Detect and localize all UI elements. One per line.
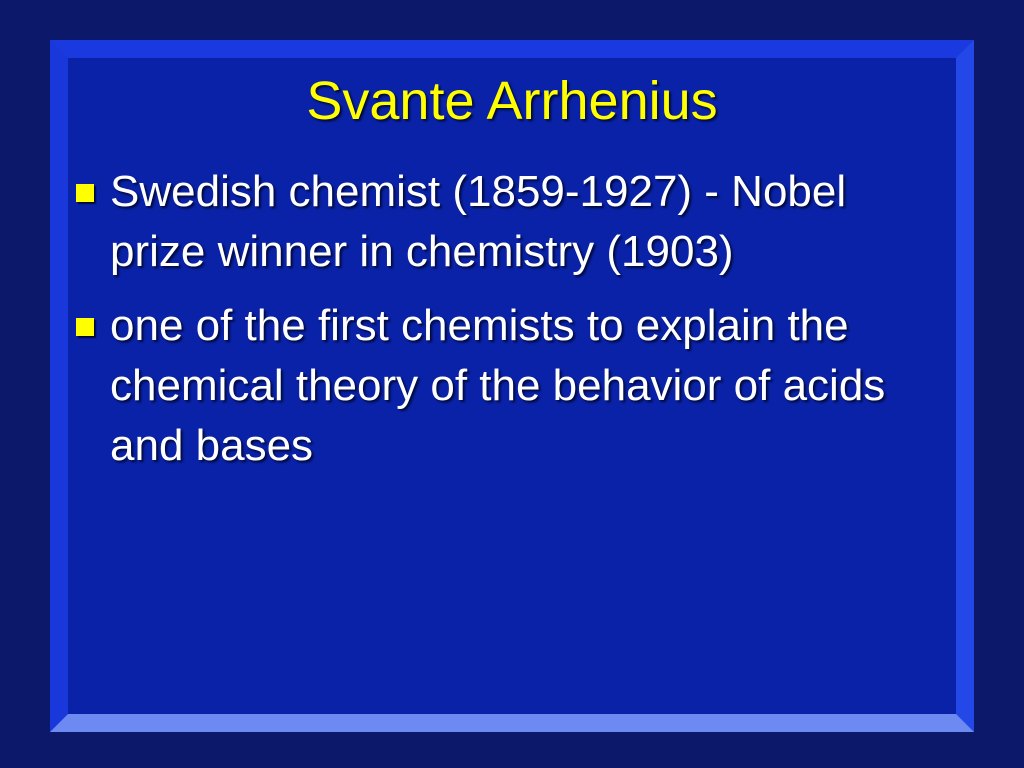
- square-bullet-icon: [76, 318, 94, 336]
- frame-bevel-bottom: [50, 714, 974, 732]
- bullet-text: one of the first chemists to explain the chemical theory of the behavior of acids and bases: [110, 301, 886, 470]
- bullet-list: [74, 162, 934, 490]
- frame-bevel-right: [956, 40, 974, 732]
- frame-bevel-left: [50, 40, 68, 732]
- slide-title: Svante Arrhenius: [306, 71, 718, 131]
- bullet-item: [74, 296, 934, 476]
- square-bullet-icon: [76, 184, 94, 202]
- bullet-text: Swedish chemist (1859-1927) - Nobel prize winner in chemistry (1903): [110, 167, 847, 276]
- bullet-item: [74, 162, 934, 282]
- frame-bevel-top: [50, 40, 974, 58]
